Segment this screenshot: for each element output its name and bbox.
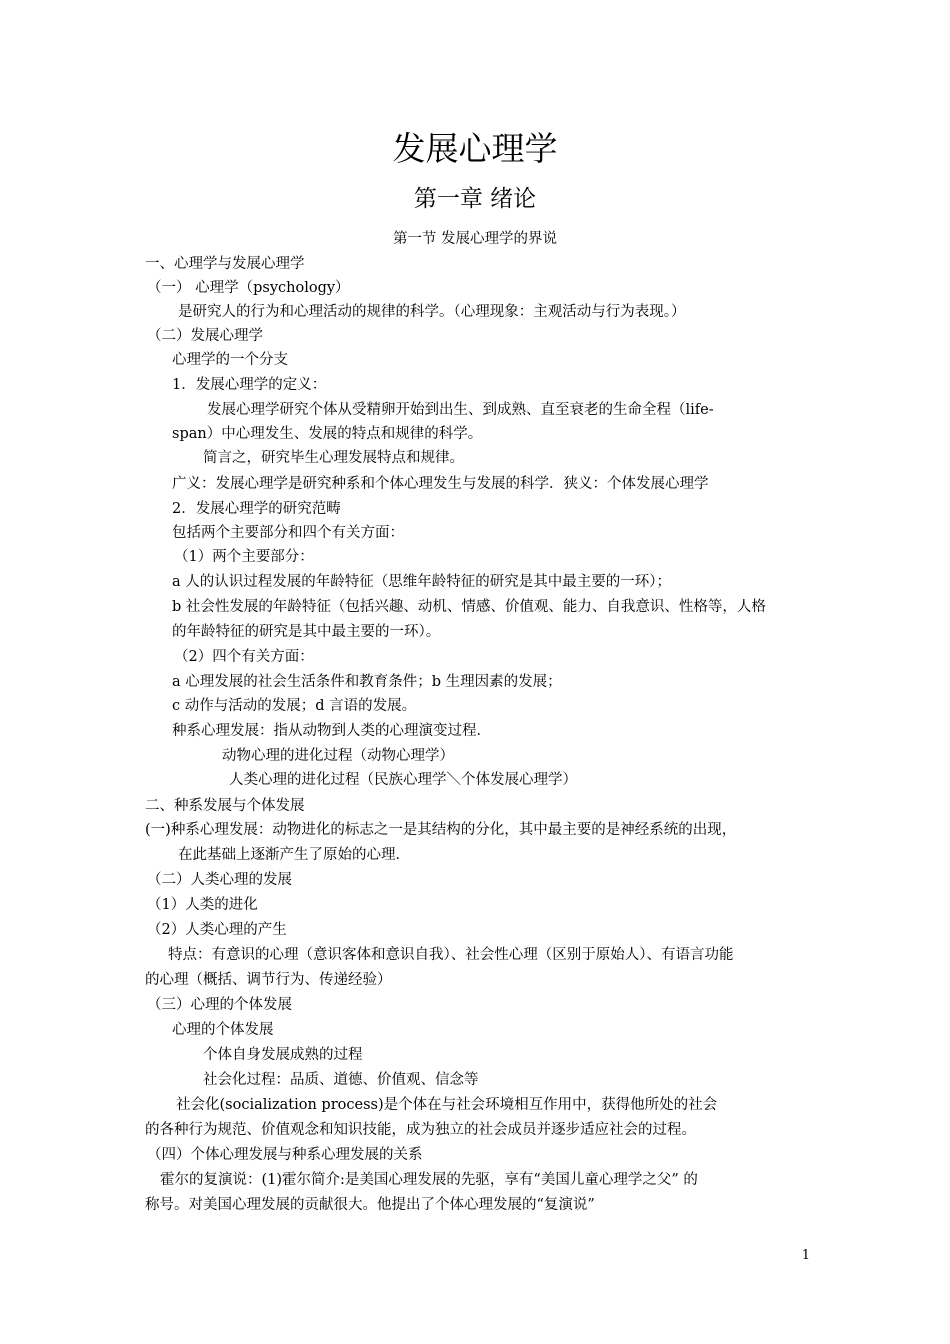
paragraph-line: 个体自身发展成熟的过程	[203, 1047, 363, 1063]
list-item: 的年龄特征的研究是其中最主要的一环）。	[172, 624, 441, 640]
paragraph-line: 霍尔的复演说：(1)霍尔简介:是美国心理发展的先驱，享有“美国儿童心理学之父” 的	[160, 1172, 698, 1188]
paragraph-line: 心理学的一个分支	[172, 352, 288, 368]
subheading: （三）心理的个体发展	[147, 997, 292, 1013]
numbered-heading: 2．发展心理学的研究范畴	[172, 501, 341, 517]
section-heading: 第一节 发展心理学的界说	[392, 231, 558, 247]
subheading: （二）人类心理的发展	[147, 872, 292, 888]
paragraph-line: 心理的个体发展	[172, 1022, 274, 1038]
paragraph-line: 在此基础上逐渐产生了原始的心理．	[178, 847, 410, 863]
page-number: 1	[801, 1248, 810, 1263]
paragraph-line: 广义：发展心理学是研究种系和个体心理发生与发展的科学．狭义：个体发展心理学	[172, 476, 709, 492]
heading-1: 二、种系发展与个体发展	[145, 798, 305, 814]
chapter-heading: 第一章 绪论	[413, 186, 537, 212]
list-item: c 动作与活动的发展；d 言语的发展。	[172, 698, 417, 714]
paragraph-line: 社会化(socialization process)是个体在与社会环境相互作用中，获得他所处的社会	[176, 1097, 718, 1113]
subheading: （一） 心理学（psychology）	[147, 280, 350, 296]
heading-1: 一、心理学与发展心理学	[145, 256, 305, 272]
list-heading: （1）两个主要部分：	[174, 549, 314, 565]
paragraph-line: 社会化过程：品质、道德、价值观、信念等	[203, 1072, 479, 1088]
list-item: a 心理发展的社会生活条件和教育条件；b 生理因素的发展；	[172, 674, 562, 690]
list-item: b 社会性发展的年龄特征（包括兴趣、动机、情感、价值观、能力、自我意识、性格等，人格	[172, 599, 766, 615]
paragraph-line: 是研究人的行为和心理活动的规律的科学。（心理现象：主观活动与行为表现。）	[178, 304, 686, 320]
list-item: a 人的认识过程发展的年龄特征（思维年龄特征的研究是其中最主要的一环）；	[172, 574, 672, 590]
paragraph-line: 包括两个主要部分和四个有关方面：	[172, 525, 404, 541]
list-heading: （2）四个有关方面：	[174, 649, 314, 665]
paragraph-line: 动物心理的进化过程（动物心理学）	[222, 748, 454, 764]
list-heading: （2）人类心理的产生	[147, 922, 287, 938]
list-heading: （1）人类的进化	[147, 897, 258, 913]
paragraph-line: 特点：有意识的心理（意识客体和意识自我）、社会性心理（区别于原始人）、有语言功能	[168, 947, 734, 963]
numbered-heading: 1．发展心理学的定义：	[172, 377, 327, 393]
paragraph-line: (一)种系心理发展：动物进化的标志之一是其结构的分化，其中最主要的是神经系统的出现，	[145, 822, 737, 838]
paragraph-line: 的心理（概括、调节行为、传递经验）	[145, 972, 392, 988]
document-title: 发展心理学	[392, 129, 558, 168]
subheading: （二）发展心理学	[147, 328, 263, 344]
paragraph-line: 发展心理学研究个体从受精卵开始到出生、到成熟、直至衰老的生命全程（life-	[207, 402, 714, 418]
paragraph-line: 人类心理的进化过程（民族心理学＼个体发展心理学）	[229, 772, 577, 788]
subheading: （四）个体心理发展与种系心理发展的关系	[147, 1147, 423, 1163]
paragraph-line: 简言之，研究毕生心理发展特点和规律。	[203, 450, 464, 466]
paragraph-line: 的各种行为规范、价值观念和知识技能，成为独立的社会成员并逐步适应社会的过程。	[145, 1122, 696, 1138]
paragraph-line: 称号。对美国心理发展的贡献很大。他提出了个体心理发展的“复演说”	[145, 1197, 595, 1213]
paragraph-line: span）中心理发生、发展的特点和规律的科学。	[172, 426, 483, 442]
paragraph-line: 种系心理发展：指从动物到人类的心理演变过程．	[172, 723, 491, 739]
